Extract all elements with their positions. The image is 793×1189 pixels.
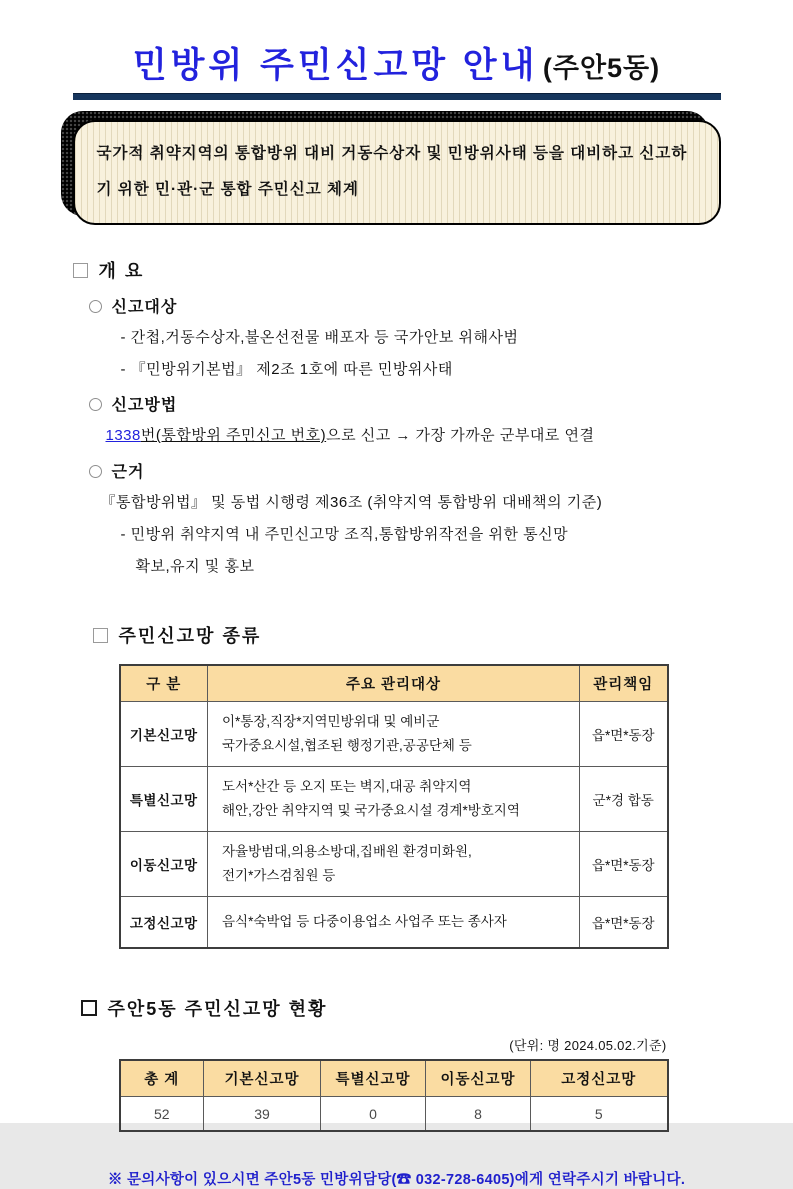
section-status (73, 995, 721, 1132)
status-table (119, 1059, 669, 1132)
targets-line: 도서*산간 등 오지 또는 벽지,대공 취약지역 (222, 779, 472, 795)
notice-text: 국가적 취약지역의 통합방위 대비 거동수상자 및 민방위사태 등을 대비하고 신고하기 위한 민·관·군 통합 주민신고 체계 (96, 145, 688, 199)
square-bullet-icon (73, 263, 88, 278)
square-bullet-icon (81, 1000, 97, 1016)
square-bullet-icon (93, 628, 108, 643)
network-types-heading-label: 주민신고망 종류 (118, 626, 262, 647)
header-cell-type: 구 분 (120, 665, 208, 702)
header-cell-total: 총 계 (120, 1060, 204, 1097)
status-heading-label: 주안5동 주민신고망 현황 (107, 999, 328, 1020)
targets-cell (208, 767, 580, 832)
notice-box (73, 120, 721, 225)
report-target-line-2: - 『민방위기본법』 제2조 1호에 따른 민방위사태 (120, 361, 453, 379)
value-cell-fixed: 5 (531, 1097, 668, 1132)
type-cell: 특별신고망 (120, 767, 208, 832)
report-target-label: 신고대상 (111, 298, 178, 316)
overview-heading (73, 257, 721, 283)
value-cell-special: 0 (321, 1097, 426, 1132)
type-cell: 기본신고망 (120, 702, 208, 767)
header-cell-fixed: 고정신고망 (531, 1060, 668, 1097)
overview-item-report-method (89, 392, 721, 415)
notice-box-wrap (73, 120, 721, 225)
table-header-row (120, 665, 668, 702)
value-cell-basic: 39 (204, 1097, 321, 1132)
header-cell-special: 특별신고망 (321, 1060, 426, 1097)
table-row (120, 702, 668, 767)
header-cell-targets: 주요 관리대상 (208, 665, 580, 702)
type-cell: 이동신고망 (120, 832, 208, 897)
title-divider-rule (73, 93, 721, 100)
targets-cell (208, 832, 580, 897)
report-method-label: 신고방법 (111, 397, 178, 415)
targets-line: 음식*숙박업 등 다중이용업소 사업주 또는 종사자 (222, 914, 507, 930)
overview-item-report-target (89, 294, 721, 317)
phone-number-desc: 번(통합방위 주민신고 번호) (140, 427, 327, 445)
header-cell-manager: 관리책임 (580, 665, 668, 702)
section-overview (73, 257, 721, 579)
manager-cell: 군*경 합동 (580, 767, 668, 832)
table-row (120, 767, 668, 832)
status-heading (81, 995, 721, 1021)
unit-note: (단위: 명 2024.05.02.기준) (509, 1038, 667, 1054)
network-types-heading (93, 622, 721, 648)
table-row (120, 897, 668, 949)
basis-label: 근거 (111, 463, 145, 481)
manager-cell: 읍*면*동장 (580, 832, 668, 897)
header-cell-basic: 기본신고망 (204, 1060, 321, 1097)
page-header (73, 38, 721, 88)
basis-line-2: - 민방위 취약지역 내 주민신고망 조직,통합방위작전을 위한 통신망 (120, 525, 569, 543)
targets-line: 이*통장,직장*지역민방위대 및 예비군 (222, 714, 440, 730)
report-target-line-1: - 간첩,거동수상자,불온선전물 배포자 등 국가안보 위해사범 (120, 328, 519, 346)
targets-line: 해안,강안 취약지역 및 국가중요시설 경계*방호지역 (222, 803, 520, 819)
targets-line: 국가중요시설,협조된 행정기관,공공단체 등 (222, 738, 472, 754)
type-cell: 고정신고망 (120, 897, 208, 949)
basis-line-1: 『통합방위법』 및 동법 시행령 제36조 (취약지역 통합방위 대배책의 기준) (100, 493, 603, 511)
table-header-row (120, 1060, 668, 1097)
report-method-line (106, 424, 721, 447)
manager-cell: 읍*면*동장 (580, 702, 668, 767)
status-table-block (119, 1035, 667, 1132)
page-title: 민방위 주민신고망 안내 (132, 46, 539, 85)
table-row (120, 832, 668, 897)
circle-bullet-icon (89, 398, 102, 411)
header-cell-mobile: 이동신고망 (426, 1060, 531, 1097)
network-types-table (119, 664, 669, 949)
targets-line: 자율방범대,의용소방대,집배원 환경미화원, (222, 844, 472, 860)
manager-cell: 읍*면*동장 (580, 897, 668, 949)
phone-number-link[interactable]: 1338 (105, 427, 141, 445)
overview-item-basis (89, 459, 721, 482)
targets-cell (208, 897, 580, 949)
value-cell-mobile: 8 (426, 1097, 531, 1132)
circle-bullet-icon (89, 465, 102, 478)
overview-heading-label: 개 요 (98, 260, 145, 281)
basis-line-3: 확보,유지 및 홍보 (135, 558, 255, 576)
report-method-rest: 으로 신고 → 가장 가까운 군부대로 연결 (326, 427, 595, 445)
targets-cell (208, 702, 580, 767)
value-cell-total: 52 (120, 1097, 204, 1132)
contact-note: ※ 문의사항이 있으시면 주안5동 민방위담당(☎ 032-728-6405)에게 연락주시기 바랍니다. (107, 1172, 686, 1189)
targets-line: 전기*가스검침원 등 (222, 868, 336, 884)
table-row (120, 1097, 668, 1132)
circle-bullet-icon (89, 300, 102, 313)
section-network-types (73, 622, 721, 949)
page-title-suffix: (주안5동) (542, 53, 661, 83)
